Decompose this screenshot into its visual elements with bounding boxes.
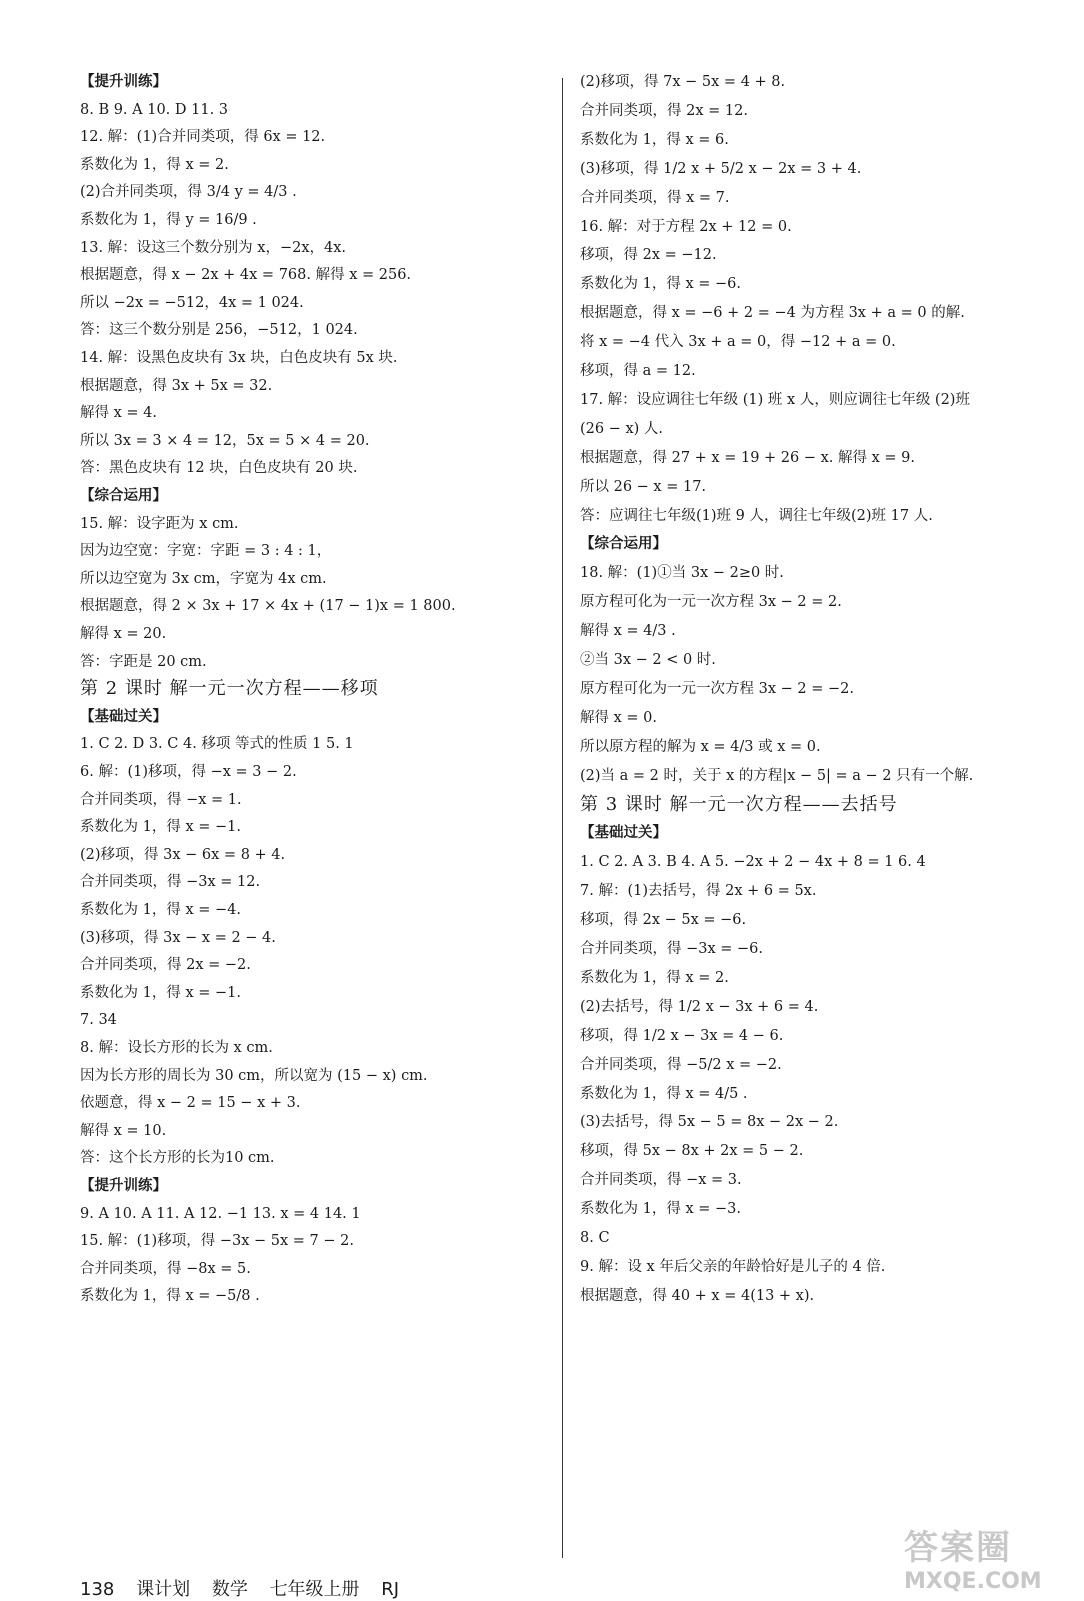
- answer-line: 合并同类项，得 −5/2 x = −2.: [580, 1056, 782, 1073]
- answer-line: 根据题意，得 27 + x = 19 + 26 − x. 解得 x = 9.: [580, 449, 915, 466]
- answer-line: 1. C 2. D 3. C 4. 移项 等式的性质 1 5. 1: [80, 736, 354, 753]
- section-heading: 【提升训练】: [80, 73, 167, 90]
- answer-line: 答：这三个数分别是 256，−512，1 024.: [80, 322, 358, 339]
- answer-line: 因为长方形的周长为 30 cm，所以宽为 (15 − x) cm.: [80, 1067, 428, 1084]
- answer-line: 9. 解：设 x 年后父亲的年龄恰好是儿子的 4 倍.: [580, 1258, 886, 1275]
- answer-line: 移项，得 2x = −12.: [580, 247, 717, 264]
- answer-line: 系数化为 1，得 y = 16/9 .: [80, 212, 257, 228]
- answer-line: 依题意，得 x − 2 = 15 − x + 3.: [80, 1095, 301, 1112]
- answer-line: 根据题意，得 2 × 3x + 17 × 4x + (17 − 1)x = 1 800.: [80, 598, 456, 615]
- answer-line: 解得 x = 4.: [80, 405, 157, 422]
- answer-line: 16. 解：对于方程 2x + 12 = 0.: [580, 218, 792, 235]
- section-heading: 【基础过关】: [80, 707, 167, 725]
- answer-line: 17. 解：设应调往七年级 (1) 班 x 人，则应调往七年级 (2)班: [580, 391, 970, 408]
- answer-line: (3)移项，得 1/2 x + 5/2 x − 2x = 3 + 4.: [580, 160, 862, 177]
- answer-line: 合并同类项，得 −3x = 12.: [80, 874, 261, 891]
- answer-line: (2)当 a = 2 时，关于 x 的方程|x − 5| = a − 2 只有一个解.: [580, 767, 974, 784]
- answer-line: 答：字距是 20 cm.: [80, 653, 207, 670]
- answer-line: 1. C 2. A 3. B 4. A 5. −2x + 2 − 4x + 8 = 1 6. 4: [580, 854, 926, 871]
- answer-line: 所以原方程的解为 x = 4/3 或 x = 0.: [580, 738, 821, 755]
- answer-line: 移项，得 a = 12.: [580, 363, 696, 379]
- section-heading: 【综合运用】: [80, 487, 167, 504]
- column-divider: [562, 78, 563, 1558]
- answer-line: (3)去括号，得 5x − 5 = 8x − 2x − 2.: [580, 1114, 839, 1131]
- answer-line: 系数化为 1，得 x = 6.: [580, 131, 729, 148]
- answer-line: (2)去括号，得 1/2 x − 3x + 6 = 4.: [580, 998, 819, 1015]
- answer-line: 8. C: [580, 1230, 610, 1246]
- edition: RJ: [381, 1579, 400, 1600]
- answer-line: 系数化为 1，得 x = 2.: [580, 969, 729, 986]
- answer-line: 移项，得 1/2 x − 3x = 4 − 6.: [580, 1027, 784, 1044]
- answer-line: 所以边空宽为 3x cm，字宽为 4x cm.: [80, 570, 327, 587]
- answer-line: 解得 x = 4/3 .: [580, 623, 676, 640]
- answer-line: 答：这个长方形的长为10 cm.: [80, 1150, 275, 1167]
- answer-line: 合并同类项，得 −8x = 5.: [80, 1260, 251, 1277]
- watermark-logo: [904, 1520, 1064, 1594]
- answer-line: 解得 x = 20.: [80, 626, 167, 642]
- answer-line: 合并同类项，得 −x = 3.: [580, 1172, 742, 1189]
- subject: 数学: [211, 1579, 248, 1600]
- answer-line: 移项，得 2x − 5x = −6.: [580, 912, 747, 929]
- lesson-title: 第 2 课时 解一元一次方程——移项: [80, 678, 379, 700]
- answer-line: 系数化为 1，得 x = 2.: [80, 156, 229, 173]
- answer-line: 8. 解：设长方形的长为 x cm.: [80, 1040, 273, 1056]
- answer-line: (2)移项，得 3x − 6x = 8 + 4.: [80, 846, 286, 863]
- answer-line: 答：黑色皮块有 12 块，白色皮块有 20 块.: [80, 460, 358, 477]
- answer-line: 18. 解：(1)①当 3x − 2≥0 时.: [580, 565, 784, 582]
- answer-line: 系数化为 1，得 x = −5/8 .: [80, 1288, 260, 1305]
- grade: 七年级上册: [269, 1579, 360, 1600]
- answer-line: 6. 解：(1)移项，得 −x = 3 − 2.: [80, 764, 297, 780]
- answer-line: 系数化为 1，得 x = −1.: [80, 819, 241, 836]
- page-number: 138: [80, 1579, 115, 1600]
- section-heading: 【提升训练】: [80, 1177, 167, 1194]
- answer-line: ②当 3x − 2 < 0 时.: [580, 652, 716, 668]
- answer-line: 合并同类项，得 −x = 1.: [80, 791, 242, 808]
- answer-line: 将 x = −4 代入 3x + a = 0，得 −12 + a = 0.: [580, 334, 896, 351]
- answer-line: 原方程可化为一元一次方程 3x − 2 = 2.: [580, 594, 842, 611]
- answer-line: 合并同类项，得 2x = −2.: [80, 957, 251, 974]
- answer-line: 7. 34: [80, 1012, 117, 1029]
- page-footer: [80, 1575, 415, 1601]
- answer-line: 所以 26 − x = 17.: [580, 478, 707, 495]
- section-heading: 【基础过关】: [580, 824, 667, 842]
- answer-line: 系数化为 1，得 x = −6.: [580, 276, 741, 293]
- answer-line: 14. 解：设黑色皮块有 3x 块，白色皮块有 5x 块.: [80, 350, 398, 366]
- answer-line: 系数化为 1，得 x = −4.: [80, 902, 241, 918]
- answer-line: (3)移项，得 3x − x = 2 − 4.: [80, 929, 276, 946]
- answer-line: 所以 3x = 3 × 4 = 12，5x = 5 × 4 = 20.: [80, 432, 370, 449]
- answer-line: 9. A 10. A 11. A 12. −1 13. x = 4 14. 1: [80, 1205, 361, 1222]
- answer-line: 因为边空宽：字宽：字距 = 3 : 4 : 1，: [80, 543, 332, 560]
- answer-line: 答：应调往七年级(1)班 9 人，调往七年级(2)班 17 人.: [580, 507, 933, 524]
- answer-line: 系数化为 1，得 x = 4/5 .: [580, 1085, 748, 1102]
- answer-line: 根据题意，得 x = −6 + 2 = −4 为方程 3x + a = 0 的解.: [580, 305, 965, 322]
- answer-line: 根据题意，得 40 + x = 4(13 + x).: [580, 1287, 815, 1304]
- answer-line: 合并同类项，得 2x = 12.: [580, 102, 748, 119]
- answer-line: (2)合并同类项，得 3/4 y = 4/3 .: [80, 184, 297, 201]
- section-heading: 【综合运用】: [580, 535, 667, 553]
- answer-line: 7. 解：(1)去括号，得 2x + 6 = 5x.: [580, 883, 817, 900]
- answer-line: (26 − x) 人.: [580, 420, 664, 437]
- lesson-title: 第 3 课时 解一元一次方程——去括号: [580, 793, 898, 815]
- answer-line: 根据题意，得 x − 2x + 4x = 768. 解得 x = 256.: [80, 267, 412, 284]
- answer-line: 8. B 9. A 10. D 11. 3: [80, 101, 229, 118]
- answer-line: 12. 解：(1)合并同类项，得 6x = 12.: [80, 129, 326, 146]
- watermark-bottom: MXQE.COM: [904, 1569, 1042, 1594]
- answer-line: 所以 −2x = −512，4x = 1 024.: [80, 294, 304, 311]
- answer-line: 解得 x = 10.: [80, 1122, 167, 1139]
- answer-line: 系数化为 1，得 x = −1.: [80, 984, 241, 1001]
- answer-line: 合并同类项，得 −3x = −6.: [580, 941, 764, 957]
- answer-line: 解得 x = 0.: [580, 709, 657, 726]
- answer-line: 移项，得 5x − 8x + 2x = 5 − 2.: [580, 1143, 804, 1160]
- answer-line: 合并同类项，得 x = 7.: [580, 189, 730, 206]
- answer-line: 原方程可化为一元一次方程 3x − 2 = −2.: [580, 680, 854, 697]
- answer-line: 15. 解：(1)移项，得 −3x − 5x = 7 − 2.: [80, 1233, 354, 1250]
- book-title: 课计划: [136, 1579, 191, 1600]
- answer-line: (2)移项，得 7x − 5x = 4 + 8.: [580, 74, 786, 90]
- watermark-top: 答案圈: [904, 1528, 1012, 1568]
- answer-line: 15. 解：设字距为 x cm.: [80, 515, 239, 532]
- answer-line: 13. 解：设这三个数分别为 x，−2x，4x.: [80, 239, 347, 256]
- answer-line: 根据题意，得 3x + 5x = 32.: [80, 377, 273, 394]
- answer-line: 系数化为 1，得 x = −3.: [580, 1201, 741, 1218]
